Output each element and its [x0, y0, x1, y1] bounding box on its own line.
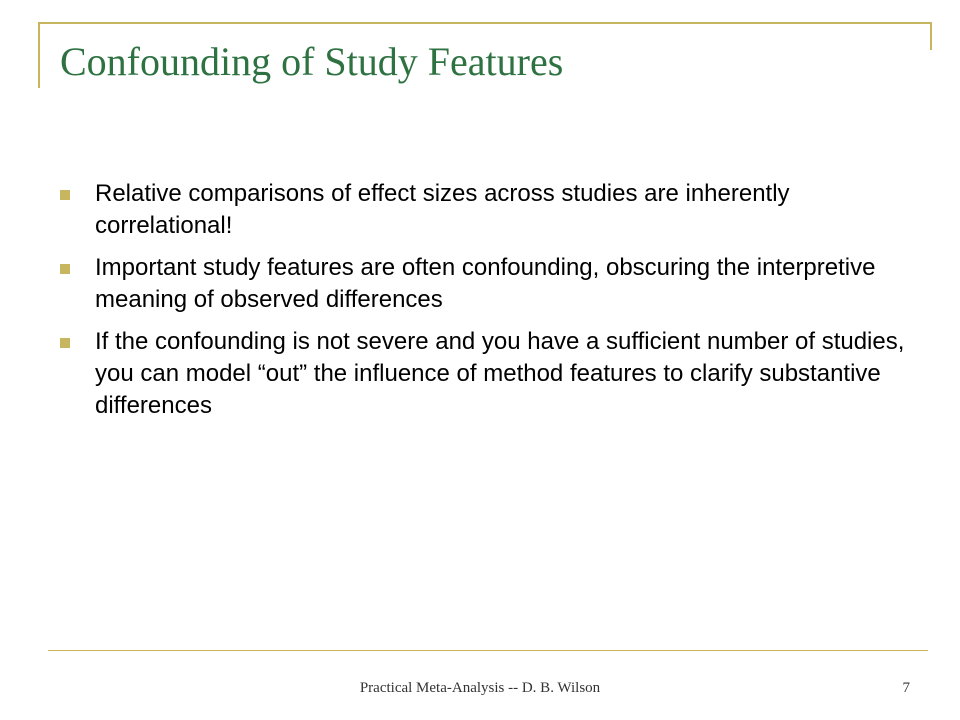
bullet-text: Important study features are often confounding, obscuring the interpretive meaning of observed differences: [95, 254, 876, 313]
bullet-text: If the confounding is not severe and you have a sufficient number of studies, you can model “out” the influence of method features to clarify substantive differences: [95, 328, 905, 419]
frame-top-rule: [40, 22, 932, 24]
bullet-item: [58, 178, 918, 242]
slide-title: Confounding of Study Features: [60, 39, 564, 84]
square-bullet-icon: [60, 338, 70, 348]
page-number: 7: [902, 680, 910, 696]
square-bullet-icon: [60, 190, 70, 200]
square-bullet-icon: [60, 264, 70, 274]
footer-rule: [48, 650, 928, 651]
bullet-item: [58, 326, 918, 422]
bullet-text: Relative comparisons of effect sizes across studies are inherently correlational!: [95, 180, 790, 239]
frame-right-rule: [930, 22, 932, 50]
bullet-item: [58, 252, 918, 316]
frame-left-rule: [38, 22, 40, 88]
bullet-list: [58, 178, 918, 432]
footer-caption: Practical Meta-Analysis -- D. B. Wilson: [359, 680, 601, 696]
